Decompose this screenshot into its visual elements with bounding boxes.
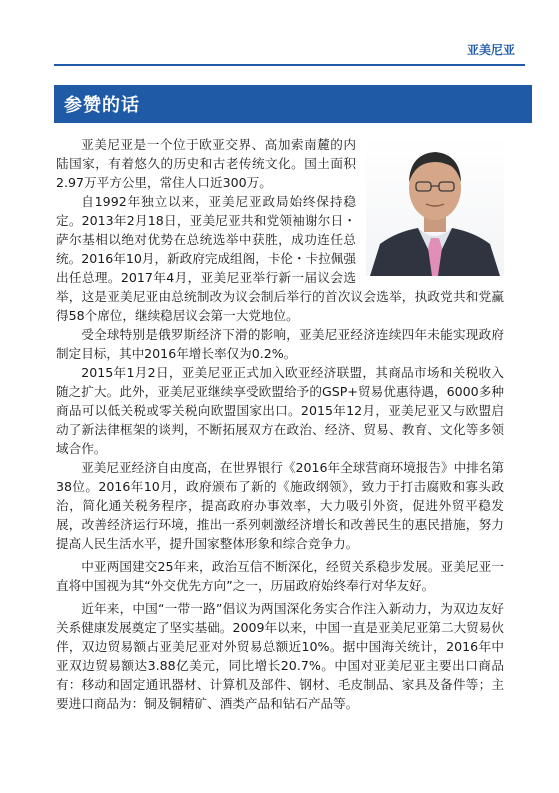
section-title: 参赞的话 xyxy=(64,95,140,116)
portrait-illustration xyxy=(366,136,504,276)
section-title-bar xyxy=(54,85,532,123)
paragraph-intro: 亚美尼亚是一个位于欧亚交界、高加索南麓的内陆国家，有着悠久的历史和古老传统文化。国土面积2.97万平方公里，常住人口近300万。 xyxy=(56,137,356,190)
article-body xyxy=(56,135,504,713)
paragraph-bilateral-relations: 中亚两国建交25年来，政治互信不断深化，经贸关系稳步发展。亚美尼亚一直将中国视为其“外交优先方向”之一，历届政府始终奉行对华友好。 xyxy=(56,559,504,593)
paragraph-trade: 近年来，中国“一带一路”倡议为两国深化务实合作注入新动力，为双边友好关系健康发展奠定了坚实基础。2009年以来，中国一直是亚美尼亚第二大贸易伙伴，双边贸易额占亚美尼亚对外贸易总额近10%。据中国海关统计，2016年中亚双边贸易额达3.88亿美元，同比增长20.7%。中国对亚美尼亚主要出口商品有：移动和固定通讯器材、计算机及部件、钢材、毛皮制品、家具及备件等；主要进口商品为：铜及铜精矿、酒类产品和钻石产品等。 xyxy=(56,601,504,711)
chapter-header-label: 亚美尼亚 xyxy=(466,43,515,57)
header-divider xyxy=(54,64,525,66)
portrait-photo xyxy=(366,136,504,276)
paragraph-business-environment: 亚美尼亚经济自由度高，在世界银行《2016年全球营商环境报告》中排名第38位。2016年10月，政府颁布了新的《施政纲领》，致力于打击腐败和寡头政治，简化通关税务程序，提高政府办事效率，大力吸引外资，促进外贸平稳发展，改善经济运行环境，推出一系列刺激经济增长和改善民生的惠民措施，努力提高人民生活水平，提升国家整体形象和综合竞争力。 xyxy=(56,460,504,551)
paragraph-economy: 受全球特别是俄罗斯经济下滑的影响，亚美尼亚经济连续四年未能实现政府制定目标，其中2016年增长率仅为0.2%。 xyxy=(56,327,504,361)
paragraph-politics: 自1992年独立以来，亚美尼亚政局始终保持稳定。2013年2月18日，亚美尼亚共和党领袖谢尔日・萨尔基相以绝对优势在总统选举中获胜，成功连任总统。2016年10月，新政府完成组阁，卡伦・卡拉佩强出任总理。2017年4月，亚美尼亚举行新一届议会选举，这是亚美尼亚由总统制改为议会制后举行的首次议会选举，执政党共和党赢得58个席位，继续稳居议会第一大党地位。 xyxy=(56,194,504,323)
paragraph-eurasian-union: 2015年1月2日，亚美尼亚正式加入欧亚经济联盟，其商品市场和关税收入随之扩大。此外，亚美尼亚继续享受欧盟给予的GSP+贸易优惠待遇，6000多种商品可以低关税或零关税向欧盟国家出口。2015年12月，亚美尼亚又与欧盟启动了新法律框架的谈判，不断拓展双方在政治、经济、贸易、教育、文化等多领域合作。 xyxy=(56,365,504,456)
